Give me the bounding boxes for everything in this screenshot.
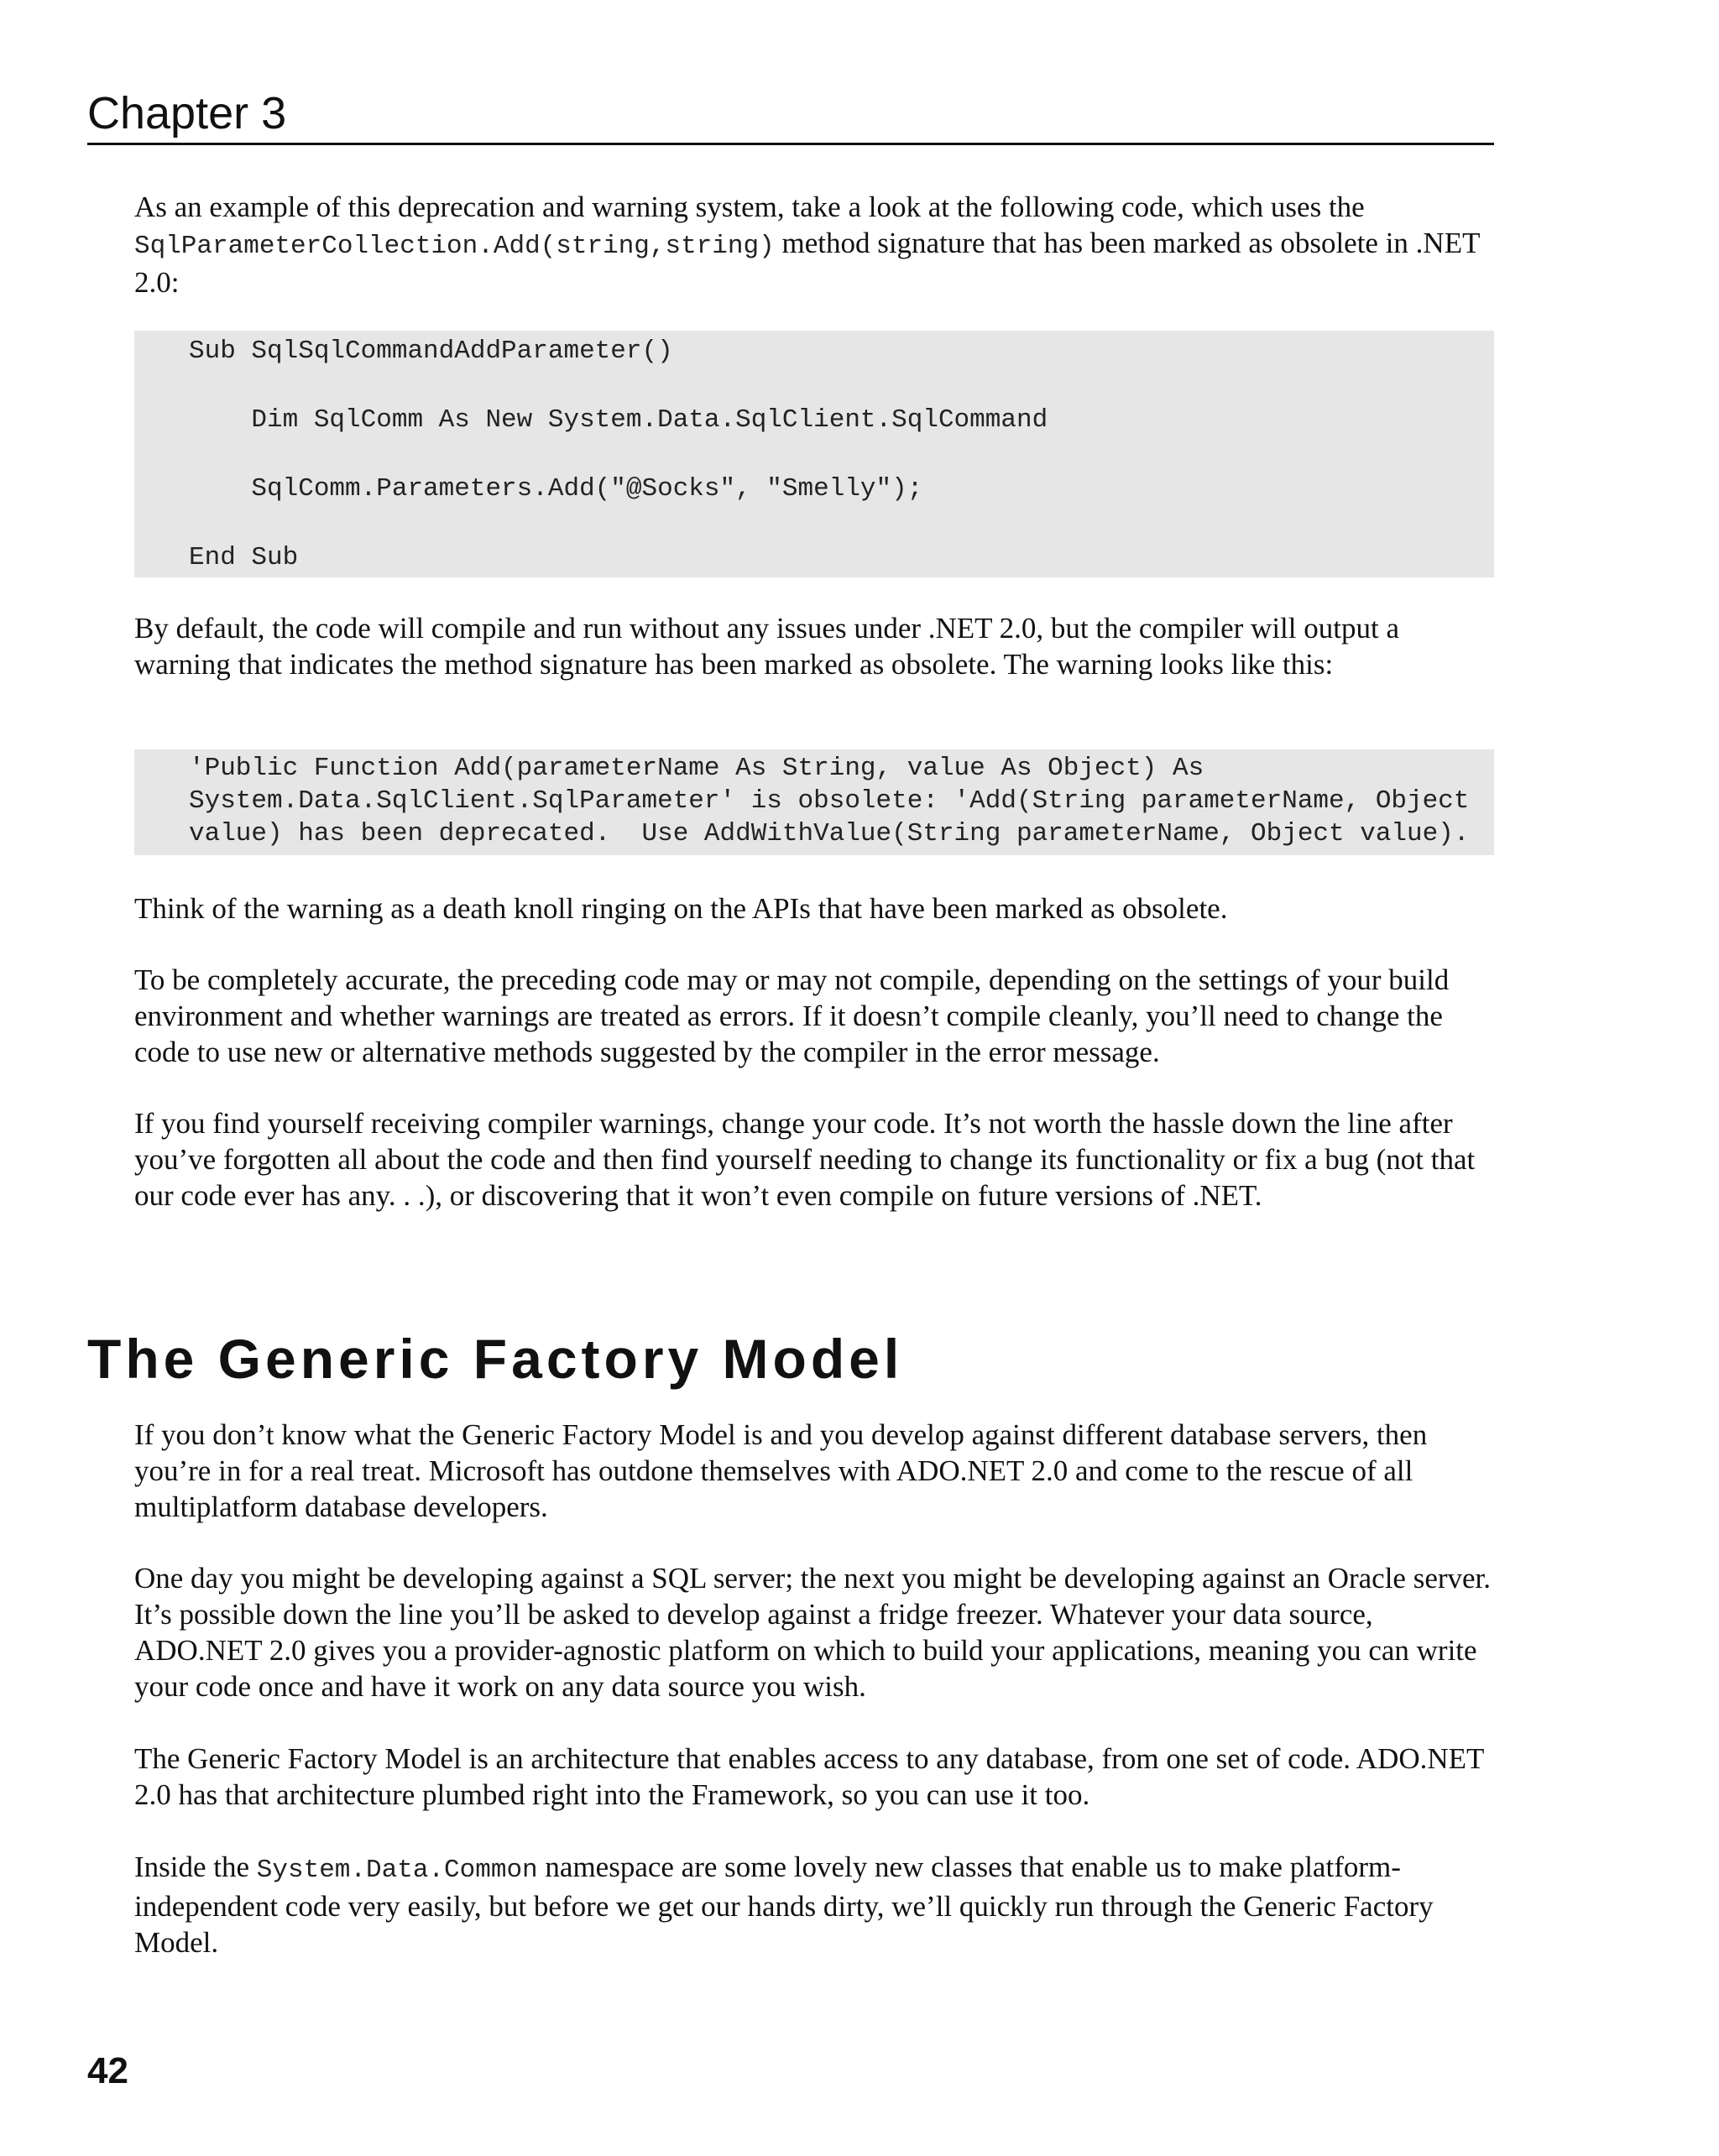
inline-code-sqlparametercollection: SqlParameterCollection.Add(string,string)	[134, 232, 775, 261]
code-line: Dim SqlComm As New System.Data.SqlClient.SqlCommand	[189, 405, 1048, 435]
page-number: 42	[87, 2050, 128, 2091]
warning-message-block	[134, 749, 1494, 855]
warning-line: System.Data.SqlClient.SqlParameter' is obsolete: 'Add(String parameterName, Object	[189, 786, 1470, 816]
paragraph-accuracy-note: To be completely accurate, the preceding code may or may not compile, depending on the settings of your build environment and whether warnings are treated as errors. If it doesn’t compile cleanly, you’ll need to change the code to use new or alternative methods suggested by the compiler in the error message.	[134, 963, 1450, 1068]
code-line	[189, 437, 1494, 472]
warning-line: value) has been deprecated. Use AddWithValue(String parameterName, Object value).	[189, 819, 1470, 848]
intro-paragraph	[134, 189, 1494, 300]
paragraph-gfm-intro: If you don’t know what the Generic Factory Model is and you develop against different database servers, then you’re in for a real treat. Microsoft has outdone themselves with ADO.NET 2.0 and come to the rescue of all multiplatform database developers.	[134, 1418, 1428, 1523]
code-line: SqlComm.Parameters.Add("@Socks", "Smelly");	[189, 474, 923, 504]
code-line	[189, 506, 1494, 540]
intro-text-after: method signature that has been marked as obsolete in .NET 2.0:	[134, 227, 1480, 299]
paragraph-one-day: One day you might be developing against a SQL server; the next you might be developing against an Oracle server. It’s possible down the line you’ll be asked to develop against a fridge freezer. Whatever your data source, ADO.NET 2.0 gives you a provider-agnostic platform on which to build your applications, meaning you can write your code once and have it work on any data source you wish.	[134, 1562, 1492, 1703]
inside-text-before: Inside the	[134, 1851, 257, 1883]
inside-text-after: namespace are some lovely new classes that enable us to make platform-independent code very easily, but before we get our hands dirty, we’ll quickly run through the Generic Factory Model.	[134, 1851, 1434, 1959]
paragraph-compiler-warnings: If you find yourself receiving compiler warnings, change your code. It’s not worth the hassle down the line after you’ve forgotten all about the code and then find yourself needing to change its functionality or fix a bug (not that our code ever has any. . .), or discovering that it won’t even compile on future versions of .NET.	[134, 1107, 1476, 1212]
running-head: Chapter 3	[87, 88, 287, 138]
paragraph-architecture: The Generic Factory Model is an architecture that enables access to any database, from one set of code. ADO.NET 2.0 has that architecture plumbed right into the Framework, so you can use it too.	[134, 1742, 1484, 1811]
header-rule	[87, 143, 1494, 145]
code-line: Sub SqlSqlCommandAddParameter()	[189, 337, 673, 366]
inline-code-system-data-common: System.Data.Common	[256, 1856, 538, 1885]
section-heading: The Generic Factory Model	[87, 1328, 904, 1390]
code-example-block	[134, 331, 1494, 577]
intro-text-before: As an example of this deprecation and warning system, take a look at the following code, which uses the	[134, 191, 1365, 223]
code-line	[189, 368, 1494, 403]
paragraph-death-knoll: Think of the warning as a death knoll ringing on the APIs that have been marked as obsolete.	[134, 892, 1228, 925]
paragraph-default-compile: By default, the code will compile and run without any issues under .NET 2.0, but the compiler will output a warning that indicates the method signature has been marked as obsolete. The warning looks like this:	[134, 612, 1399, 681]
code-line: End Sub	[189, 543, 299, 572]
paragraph-system-data-common	[134, 1849, 1494, 1960]
warning-line: 'Public Function Add(parameterName As String, value As Object) As	[189, 754, 1204, 783]
